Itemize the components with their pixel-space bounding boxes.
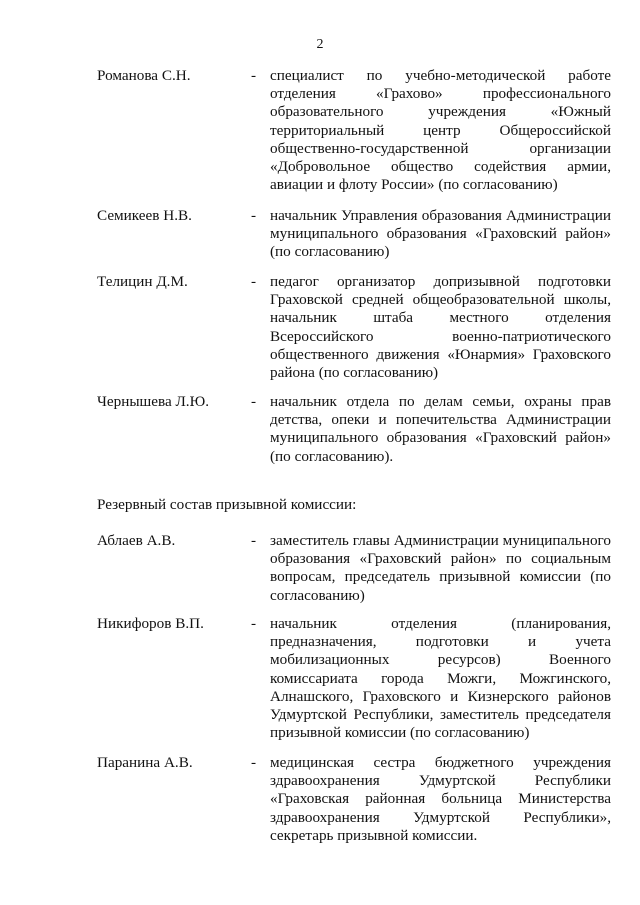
member-dash: -	[251, 67, 257, 84]
page-number: 2	[316, 37, 324, 52]
member-dash: -	[251, 207, 257, 224]
reserve-member-dash: -	[251, 754, 257, 771]
member-name: Телицин Д.М.	[97, 273, 188, 290]
member-name: Чернышева Л.Ю.	[97, 393, 209, 410]
member-dash: -	[251, 273, 257, 290]
reserve-member-dash: -	[251, 532, 257, 549]
reserve-member-name: Паранина А.В.	[97, 754, 193, 771]
member-dash: -	[251, 393, 257, 410]
reserve-section-title: Резервный состав призывной комиссии:	[97, 496, 357, 513]
member-name: Романова С.Н.	[97, 67, 191, 84]
member-description: специалист по учебно-методической работе отделения «Грахово» профессионального образовательного учреждения «Южный территориальный центр Общероссийской общественно-государственной организации «Добровольное общество содействия армии, авиации и флоту России» (по согласованию)	[270, 67, 611, 194]
member-description: начальник Управления образования Администрации муниципального образования «Граховский район» (по согласованию)	[270, 207, 611, 261]
reserve-member-description: начальник отделения (планирования, предназначения, подготовки и учета мобилизационных ресурсов) Военного комиссариата города Можги, Можгинского, Алнашского, Граховского и Кизнерского районов Удмуртской Республики, заместитель председателя призывной комиссии (по согласованию)	[270, 615, 611, 742]
reserve-member-description: медицинская сестра бюджетного учреждения здравоохранения Удмуртской Республики «Граховская районная больница Министерства здравоохранения Удмуртской Республики», секретарь призывной комиссии.	[270, 754, 611, 844]
reserve-member-name: Никифоров В.П.	[97, 615, 204, 632]
reserve-member-name: Аблаев А.В.	[97, 532, 176, 549]
member-description: педагог организатор допризывной подготовки Граховской средней общеобразовательной школы, начальник штаба местного отделения Всероссийского военно-патриотического общественного движения «Юнармия» Граховского района (по согласованию)	[270, 273, 611, 382]
member-name: Семикеев Н.В.	[97, 207, 192, 224]
member-description: начальник отдела по делам семьи, охраны прав детства, опеки и попечительства Администрации муниципального образования «Граховский район» (по согласованию).	[270, 393, 611, 465]
reserve-member-dash: -	[251, 615, 257, 632]
reserve-member-description: заместитель главы Администрации муниципального образования «Граховский район» по социальным вопросам, председатель призывной комиссии (по согласованию)	[270, 532, 611, 604]
